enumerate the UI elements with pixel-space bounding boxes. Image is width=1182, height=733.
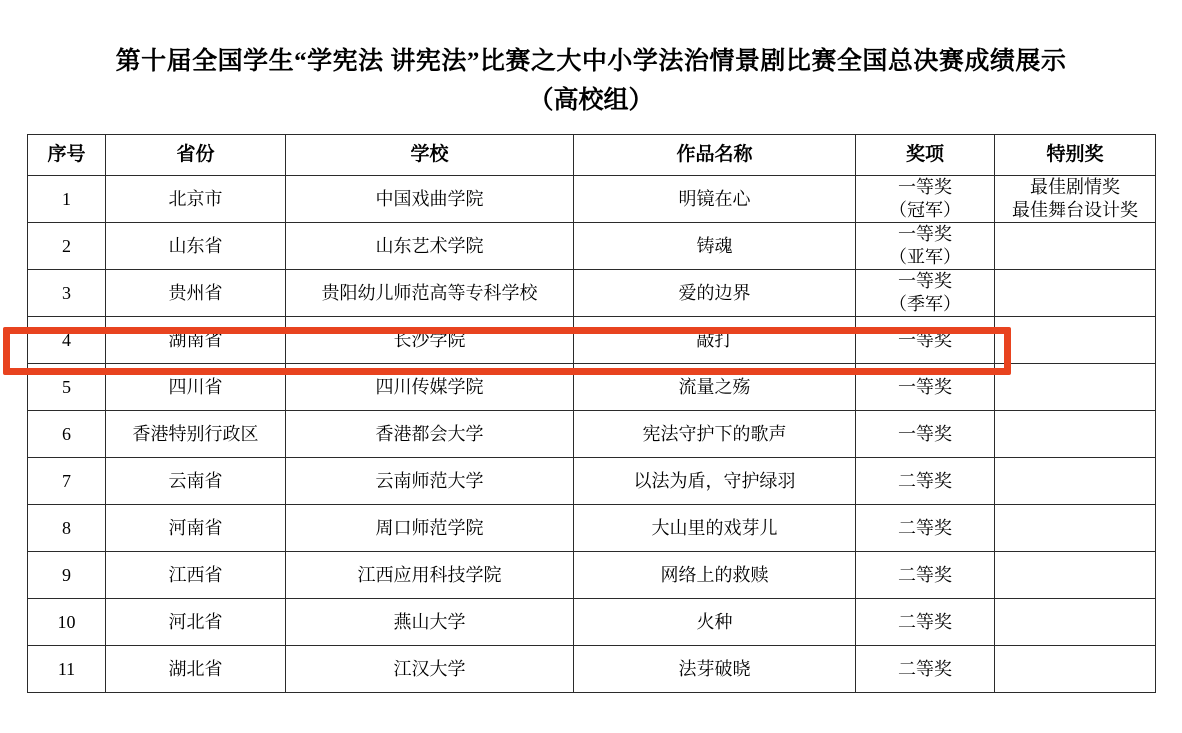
cell-index: 6 [28, 410, 106, 457]
cell-work: 大山里的戏芽儿 [574, 504, 856, 551]
table-header-row [28, 134, 1156, 175]
table-row [28, 269, 1156, 316]
cell-special-award [995, 645, 1156, 692]
cell-work: 敲打 [574, 316, 856, 363]
table-row [28, 551, 1156, 598]
cell-province: 江西省 [106, 551, 286, 598]
table-row [28, 598, 1156, 645]
column-header-index: 序号 [28, 134, 106, 175]
cell-province: 四川省 [106, 363, 286, 410]
cell-index: 8 [28, 504, 106, 551]
cell-work: 火种 [574, 598, 856, 645]
cell-work: 宪法守护下的歌声 [574, 410, 856, 457]
cell-province: 云南省 [106, 457, 286, 504]
cell-work: 铸魂 [574, 222, 856, 269]
cell-index: 2 [28, 222, 106, 269]
cell-index: 1 [28, 175, 106, 222]
cell-special-award [995, 269, 1156, 316]
table-row [28, 316, 1156, 363]
table-row [28, 645, 1156, 692]
cell-index: 9 [28, 551, 106, 598]
cell-special-award [995, 222, 1156, 269]
cell-province: 河北省 [106, 598, 286, 645]
column-header-school: 学校 [286, 134, 574, 175]
cell-award: 一等奖 [856, 363, 995, 410]
cell-special-award [995, 175, 1156, 222]
cell-award-line2: （季军） [889, 293, 961, 314]
cell-index: 5 [28, 363, 106, 410]
cell-award-line1: 一等奖 [898, 176, 952, 197]
cell-province: 贵州省 [106, 269, 286, 316]
cell-work: 爱的边界 [574, 269, 856, 316]
cell-province: 河南省 [106, 504, 286, 551]
cell-award-line2: （冠军） [889, 199, 961, 220]
cell-award [856, 222, 995, 269]
cell-school: 燕山大学 [286, 598, 574, 645]
cell-school: 长沙学院 [286, 316, 574, 363]
cell-award: 一等奖 [856, 316, 995, 363]
cell-special-line1: 最佳剧情奖 [1030, 176, 1120, 197]
cell-school: 周口师范学院 [286, 504, 574, 551]
cell-work: 流量之殇 [574, 363, 856, 410]
cell-award-line1: 一等奖 [898, 223, 952, 244]
cell-school: 山东艺术学院 [286, 222, 574, 269]
cell-index: 11 [28, 645, 106, 692]
cell-work: 法芽破晓 [574, 645, 856, 692]
page-subtitle: （高校组） [528, 87, 654, 115]
table-row [28, 363, 1156, 410]
table-row [28, 457, 1156, 504]
cell-award: 一等奖 [856, 410, 995, 457]
cell-school: 贵阳幼儿师范高等专科学校 [286, 269, 574, 316]
cell-special-award [995, 316, 1156, 363]
cell-special-award [995, 457, 1156, 504]
cell-award [856, 175, 995, 222]
column-header-province: 省份 [106, 134, 286, 175]
cell-award [856, 269, 995, 316]
table-row [28, 504, 1156, 551]
document-title-block [0, 0, 1182, 120]
column-header-special-award: 特别奖 [995, 134, 1156, 175]
cell-work: 明镜在心 [574, 175, 856, 222]
table-row [28, 222, 1156, 269]
cell-school: 四川传媒学院 [286, 363, 574, 410]
cell-school: 香港都会大学 [286, 410, 574, 457]
cell-special-award [995, 363, 1156, 410]
cell-school: 中国戏曲学院 [286, 175, 574, 222]
cell-index: 7 [28, 457, 106, 504]
results-table [27, 134, 1156, 693]
cell-province: 北京市 [106, 175, 286, 222]
cell-work: 网络上的救赎 [574, 551, 856, 598]
cell-award: 二等奖 [856, 551, 995, 598]
cell-special-award [995, 598, 1156, 645]
cell-award: 二等奖 [856, 645, 995, 692]
cell-school: 江西应用科技学院 [286, 551, 574, 598]
cell-special-line2: 最佳舞台设计奖 [1012, 199, 1138, 220]
cell-special-award [995, 410, 1156, 457]
cell-award: 二等奖 [856, 457, 995, 504]
cell-award: 二等奖 [856, 504, 995, 551]
cell-special-award [995, 551, 1156, 598]
table-row [28, 175, 1156, 222]
results-table-container [27, 134, 1155, 693]
cell-index: 10 [28, 598, 106, 645]
cell-award-line1: 一等奖 [898, 270, 952, 291]
cell-province: 湖北省 [106, 645, 286, 692]
cell-index: 4 [28, 316, 106, 363]
table-row [28, 410, 1156, 457]
cell-special-award [995, 504, 1156, 551]
cell-school: 江汉大学 [286, 645, 574, 692]
cell-province: 香港特别行政区 [106, 410, 286, 457]
cell-province: 山东省 [106, 222, 286, 269]
page-title: 第十届全国学生“学宪法 讲宪法”比赛之大中小学法治情景剧比赛全国总决赛成绩展示 [115, 48, 1067, 75]
cell-index: 3 [28, 269, 106, 316]
column-header-award: 奖项 [856, 134, 995, 175]
cell-work: 以法为盾，守护绿羽 [574, 457, 856, 504]
cell-school: 云南师范大学 [286, 457, 574, 504]
cell-province: 湖南省 [106, 316, 286, 363]
cell-award: 二等奖 [856, 598, 995, 645]
column-header-work: 作品名称 [574, 134, 856, 175]
cell-award-line2: （亚军） [889, 246, 961, 267]
